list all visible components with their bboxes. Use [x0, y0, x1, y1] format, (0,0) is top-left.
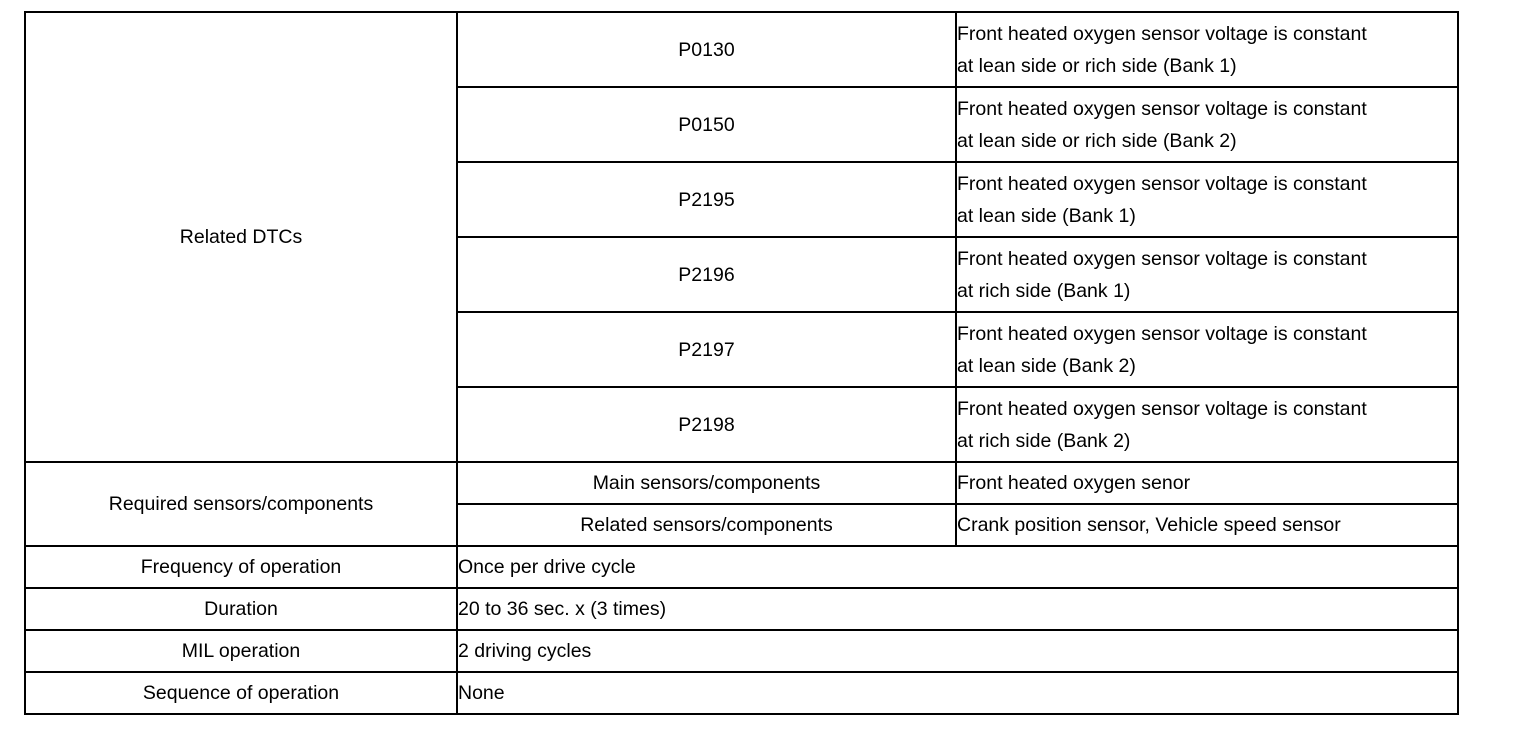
dtc-description-line: Front heated oxygen sensor voltage is constant [957, 22, 1367, 45]
frequency-label: Frequency of operation [25, 546, 457, 588]
dtc-description-line: Front heated oxygen sensor voltage is constant [957, 247, 1367, 270]
related-sensors-label: Related sensors/components [457, 504, 956, 546]
dtc-code: P0130 [457, 12, 956, 87]
dtc-description [956, 87, 1458, 162]
dtc-description [956, 162, 1458, 237]
dtc-description-line: Front heated oxygen sensor voltage is constant [957, 397, 1367, 420]
table-row [25, 462, 1458, 504]
related-dtcs-label: Related DTCs [25, 12, 457, 462]
table-row [25, 546, 1458, 588]
dtc-description [956, 237, 1458, 312]
dtc-description-line: at lean side or rich side (Bank 2) [957, 129, 1237, 152]
table-row [25, 672, 1458, 714]
dtc-description-line: at rich side (Bank 1) [957, 279, 1131, 302]
dtc-description-line: Front heated oxygen sensor voltage is constant [957, 172, 1367, 195]
dtc-description-line: at lean side (Bank 2) [957, 354, 1136, 377]
dtc-code: P0150 [457, 87, 956, 162]
frequency-value: Once per drive cycle [457, 546, 1458, 588]
monitor-spec-table [24, 11, 1459, 715]
required-sensors-label: Required sensors/components [25, 462, 457, 546]
duration-label: Duration [25, 588, 457, 630]
dtc-description [956, 312, 1458, 387]
mil-operation-value: 2 driving cycles [457, 630, 1458, 672]
dtc-code: P2198 [457, 387, 956, 462]
dtc-description [956, 387, 1458, 462]
table-row [25, 12, 1458, 87]
main-sensors-value: Front heated oxygen senor [956, 462, 1458, 504]
duration-value: 20 to 36 sec. x (3 times) [457, 588, 1458, 630]
dtc-description [956, 12, 1458, 87]
table-row [25, 588, 1458, 630]
table-row [25, 630, 1458, 672]
dtc-description-line: Front heated oxygen sensor voltage is constant [957, 322, 1367, 345]
dtc-description-line: at rich side (Bank 2) [957, 429, 1131, 452]
dtc-code: P2197 [457, 312, 956, 387]
dtc-description-line: Front heated oxygen sensor voltage is constant [957, 97, 1367, 120]
dtc-description-line: at lean side or rich side (Bank 1) [957, 54, 1237, 77]
related-sensors-value: Crank position sensor, Vehicle speed sensor [956, 504, 1458, 546]
main-sensors-label: Main sensors/components [457, 462, 956, 504]
mil-operation-label: MIL operation [25, 630, 457, 672]
dtc-code: P2195 [457, 162, 956, 237]
sequence-label: Sequence of operation [25, 672, 457, 714]
dtc-description-line: at lean side (Bank 1) [957, 204, 1136, 227]
sequence-value: None [457, 672, 1458, 714]
dtc-code: P2196 [457, 237, 956, 312]
